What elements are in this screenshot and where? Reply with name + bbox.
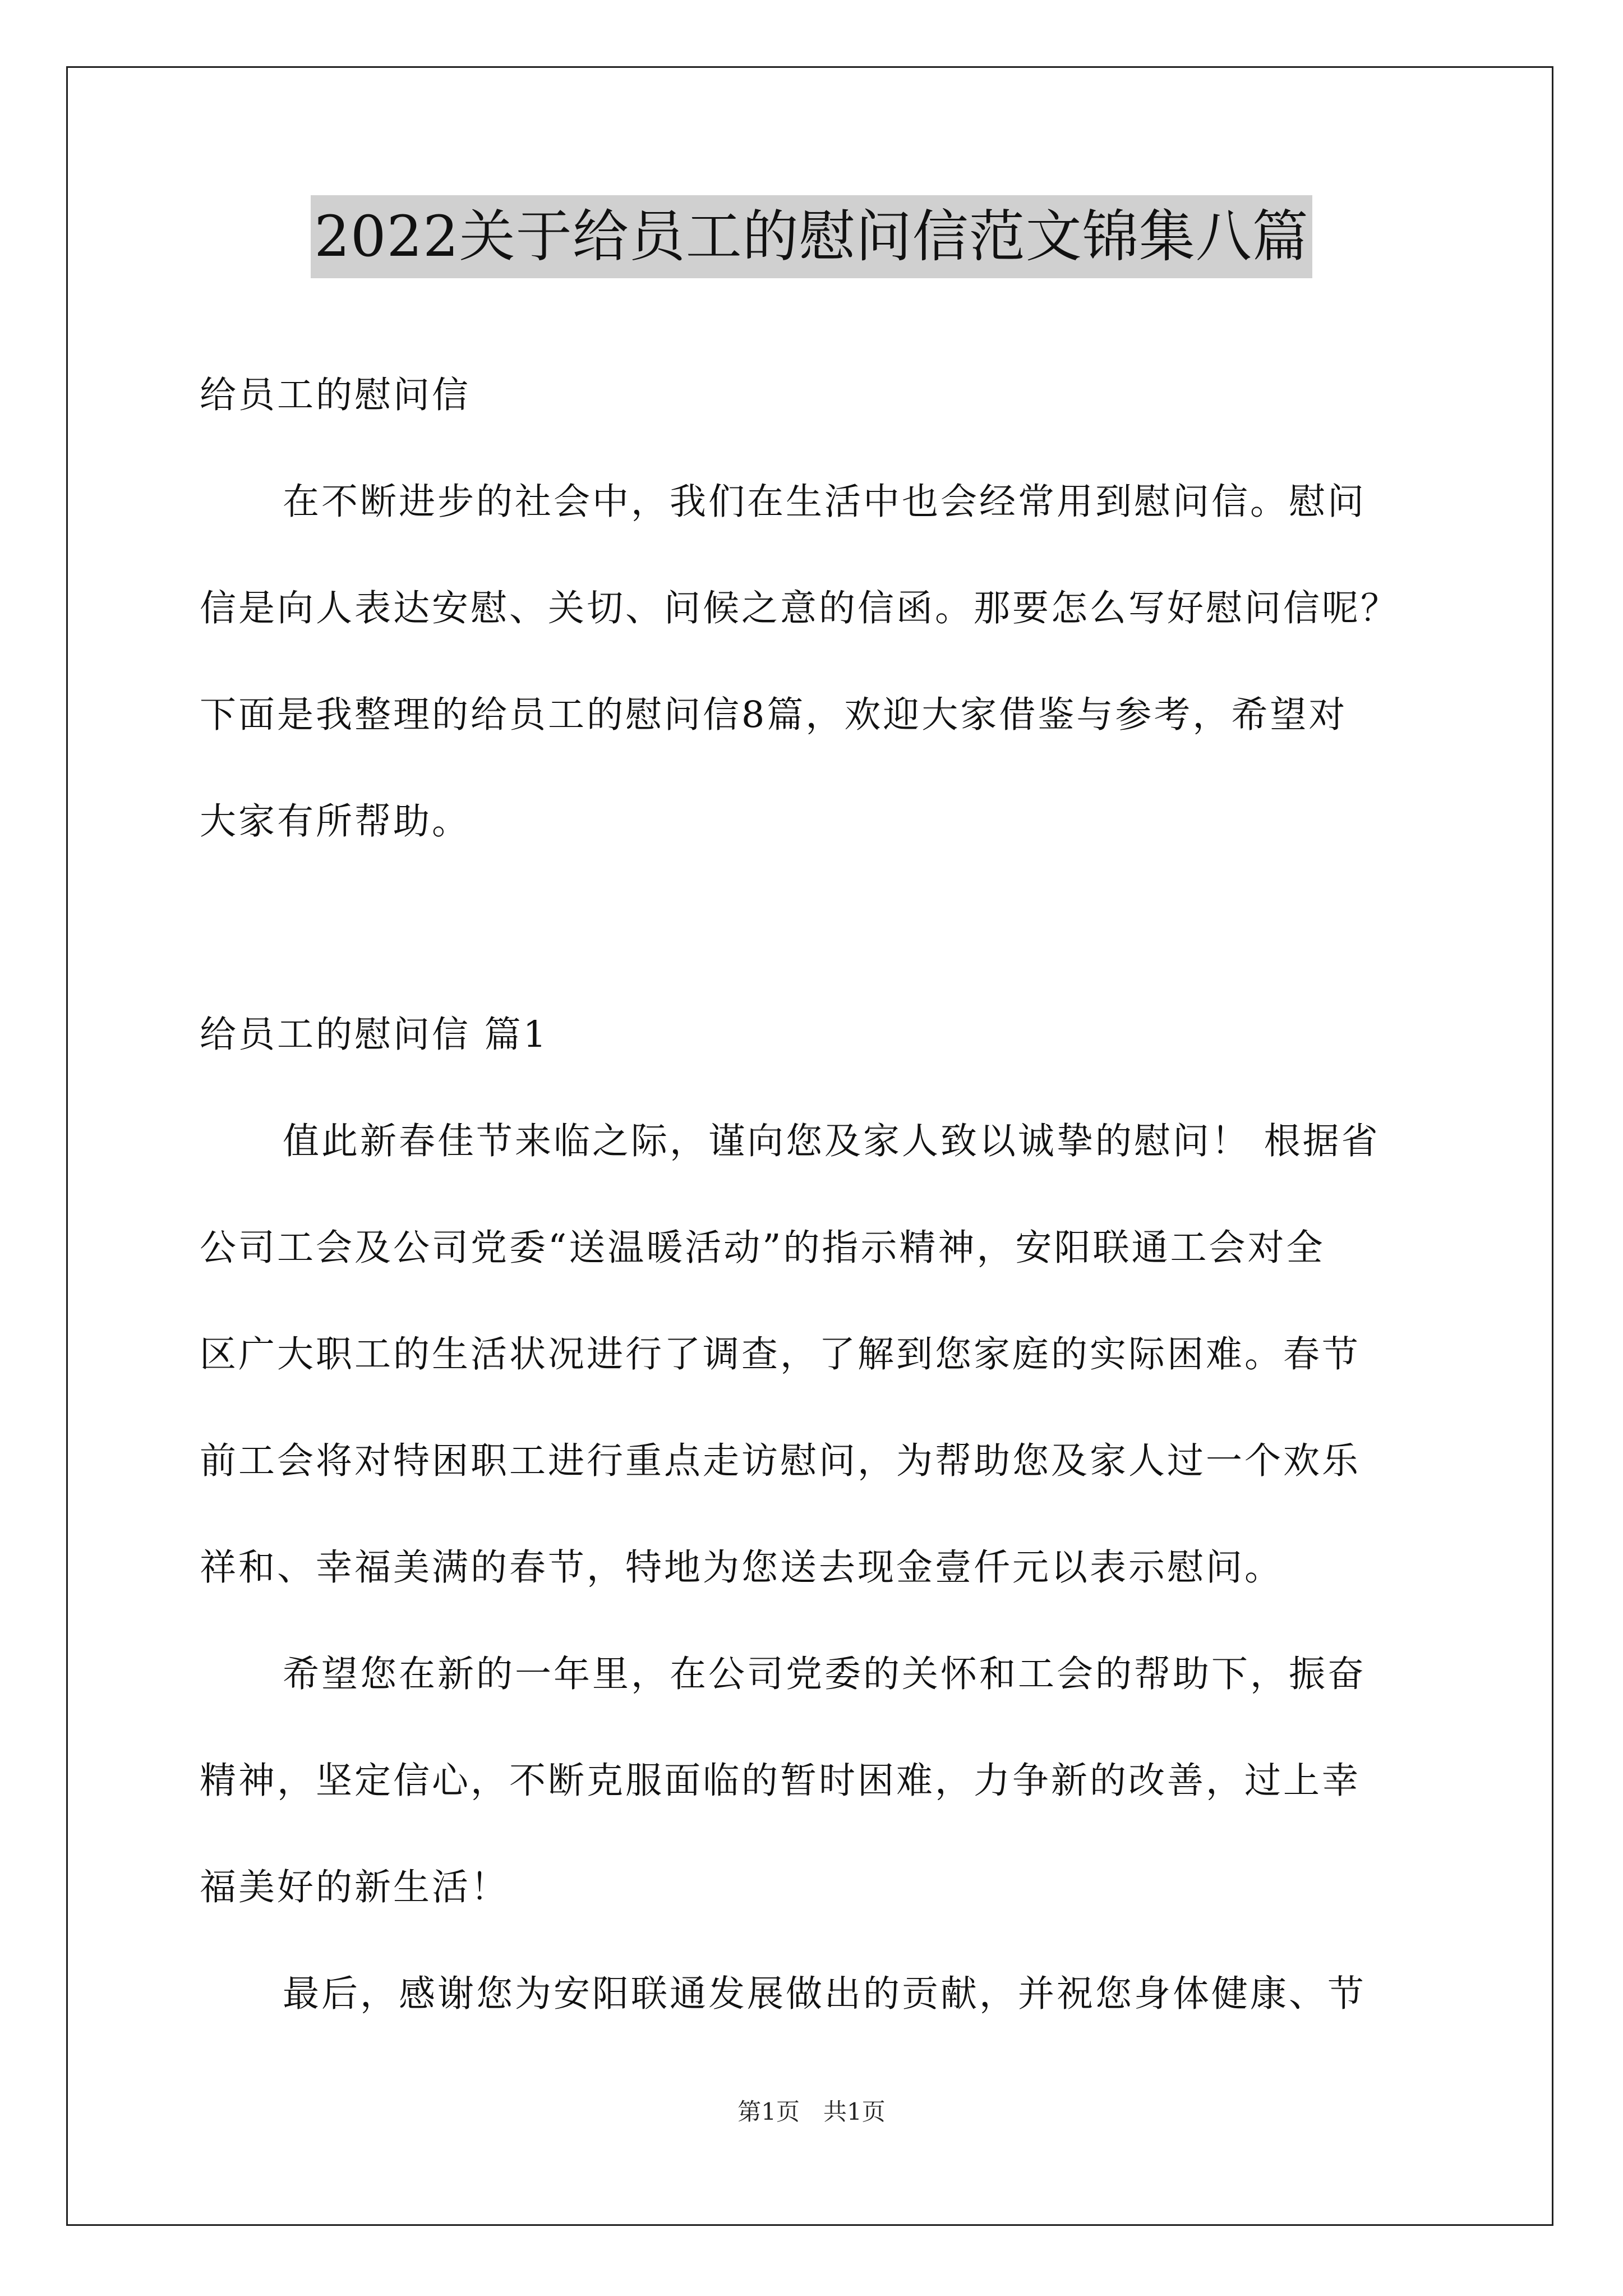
paragraph-line: 福美好的新生活！ xyxy=(200,1866,510,1908)
paragraph-line: 公司工会及公司党委“送温暖活动”的指示精神，安阳联通工会对全 xyxy=(200,1227,1325,1269)
title-block xyxy=(0,195,1623,278)
paragraph-line: 下面是我整理的给员工的慰问信8篇，欢迎大家借鉴与参考，希望对 xyxy=(200,694,1348,736)
paragraph-line: 区广大职工的生活状况进行了调查，了解到您家庭的实际困难。春节 xyxy=(200,1333,1361,1375)
paragraph-line: 值此新春佳节来临之际，谨向您及家人致以诚挚的慰问！ 根据省 xyxy=(283,1120,1380,1162)
blank-line xyxy=(200,875,1422,982)
paragraph-line: 精神，坚定信心，不断克服面临的暂时困难，力争新的改善，过上幸 xyxy=(200,1760,1361,1802)
page-total: 共1页 xyxy=(823,2098,886,2125)
document-body xyxy=(200,342,1422,2047)
page-number: 第1页 xyxy=(737,2098,800,2125)
page-footer xyxy=(0,2095,1623,2129)
paragraph-line: 希望您在新的一年里，在公司党委的关怀和工会的帮助下，振奋 xyxy=(283,1653,1367,1695)
section-heading: 给员工的慰问信 xyxy=(200,374,471,416)
paragraph-line: 前工会将对特困职工进行重点走访慰问，为帮助您及家人过一个欢乐 xyxy=(200,1440,1361,1482)
section-heading: 给员工的慰问信 篇1 xyxy=(200,1014,549,1056)
paragraph-line: 信是向人表达安慰、关切、问候之意的信函。那要怎么写好慰问信呢？ xyxy=(200,587,1400,629)
paragraph-line: 祥和、幸福美满的春节，特地为您送去现金壹仟元以表示慰问。 xyxy=(200,1547,1284,1589)
paragraph-line: 大家有所帮助。 xyxy=(200,800,471,843)
paragraph-line: 最后，感谢您为安阳联通发展做出的贡献，并祝您身体健康、节 xyxy=(283,1973,1367,2015)
document-title: 2022关于给员工的慰问信范文锦集八篇 xyxy=(311,195,1312,278)
paragraph-line: 在不断进步的社会中，我们在生活中也会经常用到慰问信。慰问 xyxy=(283,481,1367,523)
